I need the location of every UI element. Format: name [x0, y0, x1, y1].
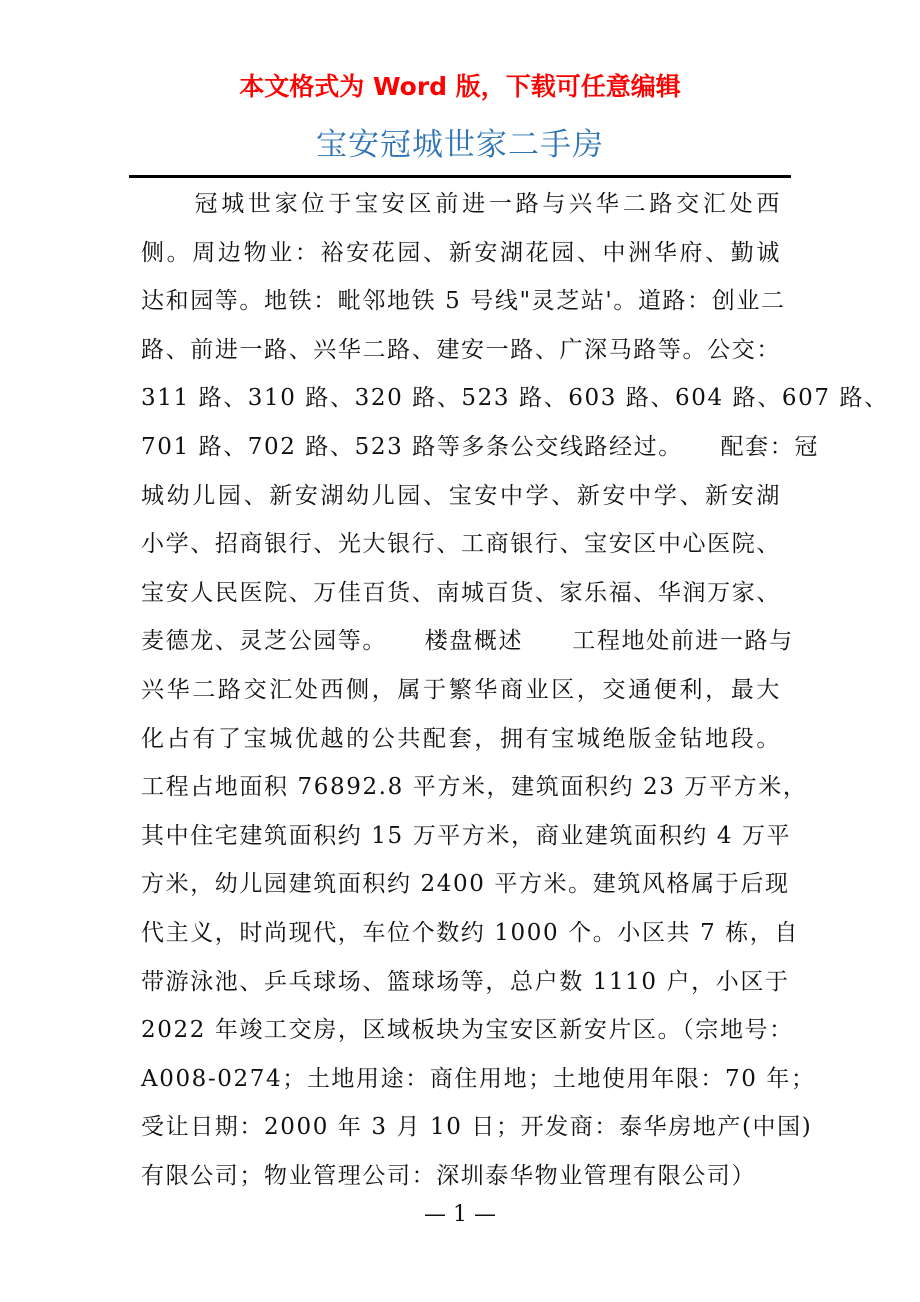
page-number: — 1 —	[424, 1202, 496, 1227]
paragraph-line: 麦德龙、灵芝公园等。 楼盘概述 工程地处前进一路与	[141, 628, 794, 655]
editable-notice-banner: 本文格式为 Word 版，下载可任意编辑	[239, 72, 681, 101]
paragraph-line: 2022 年竣工交房，区域板块为宝安区新安片区。（宗地号：	[141, 1017, 794, 1044]
paragraph-line: 宝安人民医院、万佳百货、南城百货、家乐福、华润万家、	[141, 579, 781, 606]
paragraph-line: 有限公司；物业管理公司：深圳泰华物业管理有限公司）	[141, 1162, 756, 1189]
paragraph-line: 工程占地面积 76892.8 平方米，建筑面积约 23 万平方米，	[141, 774, 808, 801]
paragraph-line: 311 路、310 路、320 路、523 路、603 路、604 路、607 路、	[141, 385, 889, 412]
paragraph-line: 701 路、702 路、523 路等多条公交线路经过。 配套：冠	[141, 433, 819, 460]
title-divider	[129, 175, 791, 178]
paragraph-line: 代主义，时尚现代，车位个数约 1000 个。小区共 7 栋，自	[141, 919, 800, 946]
paragraph-line: 路、前进一路、兴华二路、建安一路、广深马路等。公交：	[141, 336, 781, 363]
paragraph-line: 达和园等。地铁：毗邻地铁 5 号线"灵芝站'。道路：创业二	[141, 288, 786, 315]
paragraph-line: 侧。周边物业：裕安花园、新安湖花园、中洲华府、勤诚	[141, 239, 781, 266]
paragraph-line: 带游泳池、乒乓球场、篮球场等，总户数 1110 户，小区于	[141, 968, 790, 995]
paragraph-line: 方米，幼儿园建筑面积约 2400 平方米。建筑风格属于后现	[141, 871, 790, 898]
paragraph-line: 化占有了宝城优越的公共配套，拥有宝城绝版金钻地段。	[141, 725, 781, 752]
paragraph-line: 城幼儿园、新安湖幼儿园、宝安中学、新安中学、新安湖	[141, 482, 781, 509]
paragraph-line: 兴华二路交汇处西侧，属于繁华商业区，交通便利，最大	[141, 676, 781, 703]
page-title: 宝安冠城世家二手房	[316, 127, 604, 163]
paragraph-line: A008-0274；土地用途：商住用地；土地使用年限：70 年；	[141, 1065, 816, 1092]
paragraph-line: 受让日期：2000 年 3 月 10 日；开发商：泰华房地产(中国)	[141, 1114, 813, 1141]
paragraph-line: 冠城世家位于宝安区前进一路与兴华二路交汇处西	[141, 191, 781, 217]
paragraph-line: 小学、招商银行、光大银行、工商银行、宝安区中心医院、	[141, 531, 781, 558]
paragraph-line: 其中住宅建筑面积约 15 万平方米，商业建筑面积约 4 万平	[141, 822, 792, 849]
body-paragraph	[141, 180, 889, 1200]
